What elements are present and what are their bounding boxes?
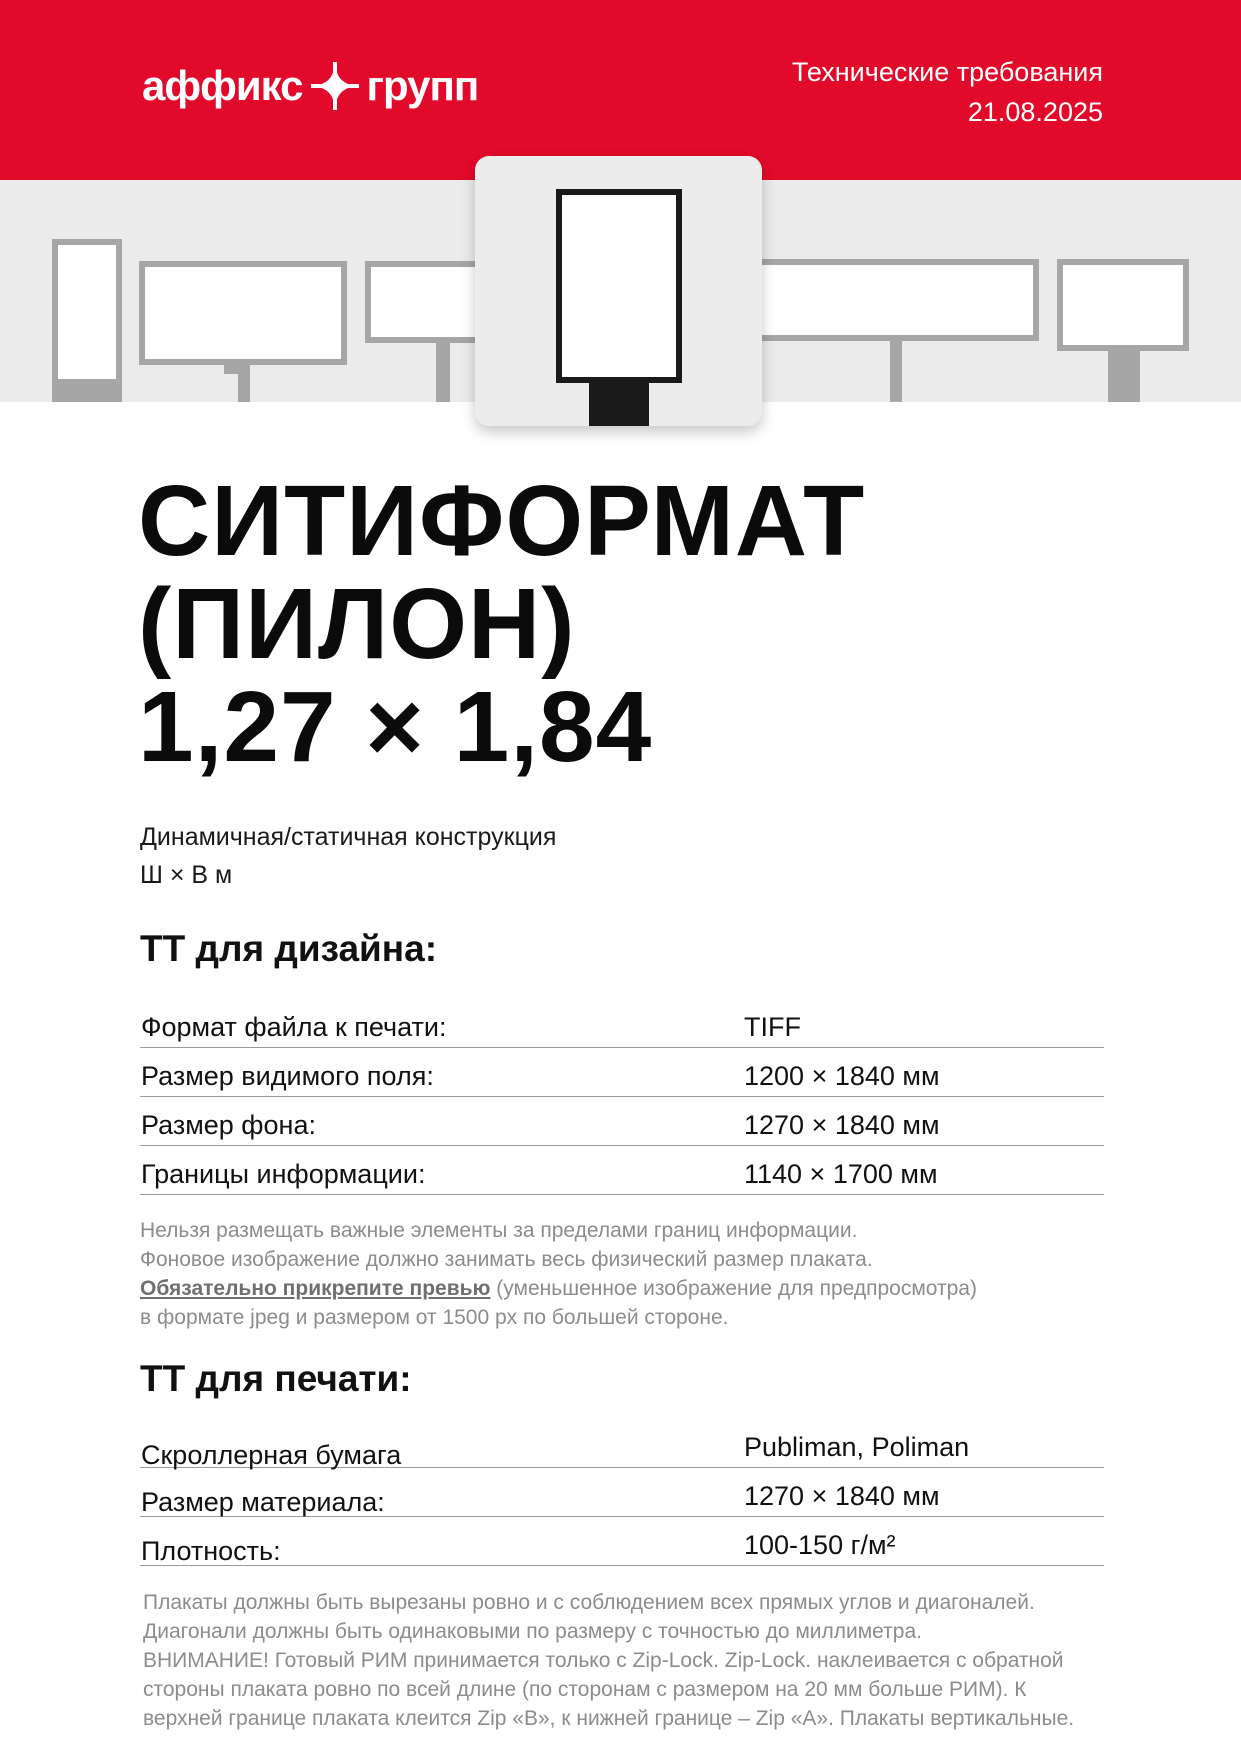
document-type: Технические требования	[791, 57, 1103, 87]
print-note	[143, 1588, 1074, 1733]
pylon-structure-icon	[52, 242, 122, 402]
product-title	[138, 465, 866, 783]
brand-name-left: аффикс	[142, 62, 303, 109]
note-line: верхней границе плаката клеится Zip «B», к нижней границе – Zip «A». Плакаты вертикальные.	[143, 1707, 1075, 1730]
spec-row	[140, 999, 1104, 1048]
brand-plus-icon	[309, 60, 361, 112]
print-section-heading: ТТ для печати:	[140, 1358, 412, 1399]
spec-key: Границы информации:	[141, 1159, 426, 1189]
supersite-structure-icon	[740, 262, 1036, 402]
design-section-heading: ТТ для дизайна:	[140, 928, 438, 969]
cityformat-pylon-icon	[475, 156, 762, 426]
spec-value: 1140 × 1700 мм	[744, 1159, 938, 1189]
spec-value: 1200 × 1840 мм	[744, 1061, 940, 1091]
spec-row	[140, 1146, 1104, 1195]
note-line: Нельзя размещать важные элементы за пределами границ информации.	[140, 1219, 858, 1242]
spec-key: Размер материала:	[141, 1487, 385, 1517]
title-line-2: (ПИЛОН)	[138, 568, 576, 680]
preview-link[interactable]: Обязательно прикрепите превью	[140, 1277, 491, 1300]
billboard-right-structure-icon	[1060, 262, 1186, 402]
title-size: 1,27 × 1,84	[138, 671, 653, 783]
print-spec-table	[140, 1419, 1104, 1566]
spec-key: Размер видимого поля:	[141, 1061, 434, 1091]
billboard-structure-icon	[142, 264, 344, 402]
spec-value: 100-150 г/м²	[744, 1530, 896, 1560]
spec-row	[140, 1097, 1104, 1146]
cityformat-card	[475, 156, 762, 426]
spec-value: 1270 × 1840 мм	[744, 1110, 940, 1140]
spec-key: Плотность:	[141, 1536, 281, 1566]
note-line: в формате jpeg и размером от 1500 px по большей стороне.	[140, 1306, 729, 1329]
spec-value: 1270 × 1840 мм	[744, 1481, 940, 1511]
spec-value: Publiman, Poliman	[744, 1432, 970, 1462]
document-date: 21.08.2025	[967, 97, 1103, 127]
spec-row	[140, 1517, 1104, 1566]
note-line: Фоновое изображение должно занимать весь физический размер плаката.	[140, 1248, 873, 1271]
spec-key: Размер фона:	[141, 1110, 316, 1140]
spec-key: Скроллерная бумага	[141, 1440, 402, 1470]
spec-row	[140, 1419, 1104, 1468]
note-line: Диагонали должны быть одинаковыми по размеру с точностью до миллиметра.	[143, 1620, 922, 1643]
brand-logo	[142, 60, 478, 112]
spec-row	[140, 1048, 1104, 1097]
note-line: стороны плаката ровно по всей длине (по сторонам с размером на 20 мм больше РИМ). К	[143, 1678, 1027, 1701]
billboard-small-structure-icon	[368, 264, 488, 402]
product-subtitle	[140, 818, 556, 894]
construction-type: Динамичная/статичная конструкция	[140, 823, 557, 851]
note-line-rest: (уменьшенное изображение для предпросмотра)	[490, 1277, 977, 1300]
design-note	[140, 1216, 977, 1332]
dimension-units: Ш × В м	[140, 861, 233, 889]
spec-key: Формат файла к печати:	[141, 1012, 447, 1042]
note-line: Плакаты должны быть вырезаны ровно и с соблюдением всех прямых углов и диагоналей.	[143, 1591, 1035, 1614]
note-line: ВНИМАНИЕ! Готовый РИМ принимается только с Zip-Lock. Zip-Lock. наклеивается с обратной	[143, 1649, 1064, 1672]
header-bar	[0, 0, 1241, 180]
note-line	[140, 1274, 977, 1303]
design-spec-table	[140, 999, 1104, 1195]
brand-name-right: групп	[366, 62, 479, 109]
document-meta	[792, 52, 1103, 132]
spec-value: TIFF	[744, 1012, 801, 1042]
title-line-1: СИТИФОРМАТ	[138, 465, 866, 577]
spec-row	[140, 1468, 1104, 1517]
